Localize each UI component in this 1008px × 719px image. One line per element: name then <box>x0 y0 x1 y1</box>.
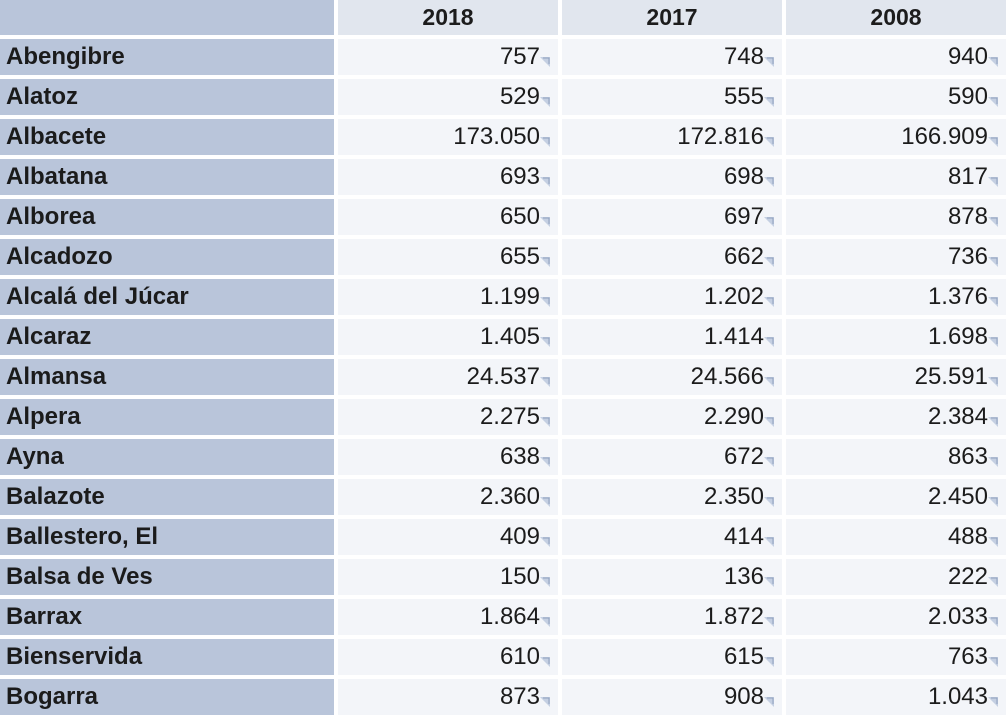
cell-value: 736 <box>947 243 988 271</box>
value-cell <box>338 639 558 675</box>
table-row <box>0 199 1006 235</box>
row-header: Ballestero, El <box>0 519 334 555</box>
value-cell <box>338 39 558 75</box>
note-corner-icon[interactable] <box>988 46 998 56</box>
cell-value: 24.566 <box>690 363 764 391</box>
value-cell <box>562 519 782 555</box>
value-cell <box>338 399 558 435</box>
table-row <box>0 119 1006 155</box>
cell-value: 650 <box>499 203 540 231</box>
value-cell <box>786 279 1006 315</box>
value-cell <box>562 639 782 675</box>
table-row <box>0 639 1006 675</box>
note-corner-icon[interactable] <box>988 446 998 456</box>
value-cell <box>338 199 558 235</box>
value-cell <box>562 559 782 595</box>
cell-value: 638 <box>499 443 540 471</box>
cell-value: 757 <box>499 43 540 71</box>
cell-value: 555 <box>723 83 764 111</box>
column-header-0[interactable]: 2018 <box>338 0 558 35</box>
value-cell <box>338 479 558 515</box>
value-cell <box>562 319 782 355</box>
note-corner-icon[interactable] <box>764 446 774 456</box>
cell-value: 908 <box>723 683 764 711</box>
cell-value: 662 <box>723 243 764 271</box>
note-corner-icon[interactable] <box>988 126 998 136</box>
cell-value: 1.376 <box>927 283 988 311</box>
table-header <box>0 0 1006 35</box>
table-body <box>0 39 1006 715</box>
cell-value: 1.202 <box>703 283 764 311</box>
value-cell <box>786 319 1006 355</box>
cell-value: 655 <box>499 243 540 271</box>
note-corner-icon[interactable] <box>540 86 550 96</box>
cell-value: 2.275 <box>479 403 540 431</box>
row-header: Bienservida <box>0 639 334 675</box>
cell-value: 940 <box>947 43 988 71</box>
note-corner-icon[interactable] <box>540 286 550 296</box>
header-row <box>0 0 1006 35</box>
cell-value: 672 <box>723 443 764 471</box>
cell-value: 1.199 <box>479 283 540 311</box>
value-cell <box>338 559 558 595</box>
value-cell <box>562 159 782 195</box>
cell-value: 173.050 <box>453 123 540 151</box>
table-row <box>0 159 1006 195</box>
note-corner-icon[interactable] <box>540 606 550 616</box>
note-corner-icon[interactable] <box>540 486 550 496</box>
cell-value: 2.033 <box>927 603 988 631</box>
value-cell <box>562 79 782 115</box>
note-corner-icon[interactable] <box>764 486 774 496</box>
value-cell <box>338 359 558 395</box>
note-corner-icon[interactable] <box>540 646 550 656</box>
cell-value: 2.450 <box>927 483 988 511</box>
value-cell <box>338 679 558 715</box>
value-cell <box>786 39 1006 75</box>
table-row <box>0 479 1006 515</box>
cell-value: 590 <box>947 83 988 111</box>
value-cell <box>786 479 1006 515</box>
table-row <box>0 559 1006 595</box>
cell-value: 1.872 <box>703 603 764 631</box>
cell-value: 1.405 <box>479 323 540 351</box>
value-cell <box>338 159 558 195</box>
value-cell <box>786 679 1006 715</box>
cell-value: 136 <box>723 563 764 591</box>
value-cell <box>786 359 1006 395</box>
table-row <box>0 39 1006 75</box>
note-corner-icon[interactable] <box>988 206 998 216</box>
note-corner-icon[interactable] <box>988 606 998 616</box>
value-cell <box>562 479 782 515</box>
value-cell <box>786 239 1006 275</box>
cell-value: 1.864 <box>479 603 540 631</box>
note-corner-icon[interactable] <box>988 566 998 576</box>
column-header-2[interactable]: 2008 <box>786 0 1006 35</box>
cell-value: 2.350 <box>703 483 764 511</box>
note-corner-icon[interactable] <box>988 246 998 256</box>
note-corner-icon[interactable] <box>988 166 998 176</box>
cell-value: 2.384 <box>927 403 988 431</box>
note-corner-icon[interactable] <box>540 686 550 696</box>
note-corner-icon[interactable] <box>988 286 998 296</box>
value-cell <box>338 439 558 475</box>
note-corner-icon[interactable] <box>988 646 998 656</box>
row-header: Bogarra <box>0 679 334 715</box>
note-corner-icon[interactable] <box>540 406 550 416</box>
table-row <box>0 319 1006 355</box>
note-corner-icon[interactable] <box>764 86 774 96</box>
row-header: Balazote <box>0 479 334 515</box>
note-corner-icon[interactable] <box>988 406 998 416</box>
value-cell <box>338 319 558 355</box>
table-row <box>0 519 1006 555</box>
value-cell <box>562 399 782 435</box>
note-corner-icon[interactable] <box>540 326 550 336</box>
value-cell <box>562 239 782 275</box>
note-corner-icon[interactable] <box>764 366 774 376</box>
cell-value: 693 <box>499 163 540 191</box>
value-cell <box>786 599 1006 635</box>
value-cell <box>562 199 782 235</box>
cell-value: 172.816 <box>677 123 764 151</box>
row-header: Balsa de Ves <box>0 559 334 595</box>
corner-cell <box>0 0 334 35</box>
row-header: Ayna <box>0 439 334 475</box>
cell-value: 166.909 <box>901 123 988 151</box>
cell-value: 863 <box>947 443 988 471</box>
row-header: Albatana <box>0 159 334 195</box>
value-cell <box>338 239 558 275</box>
note-corner-icon[interactable] <box>540 446 550 456</box>
value-cell <box>786 119 1006 155</box>
cell-value: 1.698 <box>927 323 988 351</box>
row-header: Alcaraz <box>0 319 334 355</box>
cell-value: 150 <box>499 563 540 591</box>
note-corner-icon[interactable] <box>764 326 774 336</box>
cell-value: 488 <box>947 523 988 551</box>
note-corner-icon[interactable] <box>540 526 550 536</box>
value-cell <box>338 79 558 115</box>
cell-value: 748 <box>723 43 764 71</box>
cell-value: 2.360 <box>479 483 540 511</box>
note-corner-icon[interactable] <box>988 86 998 96</box>
cell-value: 1.043 <box>927 683 988 711</box>
note-corner-icon[interactable] <box>764 126 774 136</box>
note-corner-icon[interactable] <box>540 246 550 256</box>
value-cell <box>786 79 1006 115</box>
note-corner-icon[interactable] <box>764 406 774 416</box>
note-corner-icon[interactable] <box>764 286 774 296</box>
cell-value: 873 <box>499 683 540 711</box>
note-corner-icon[interactable] <box>764 166 774 176</box>
note-corner-icon[interactable] <box>540 566 550 576</box>
cell-value: 817 <box>947 163 988 191</box>
row-header: Alatoz <box>0 79 334 115</box>
value-cell <box>562 599 782 635</box>
note-corner-icon[interactable] <box>540 166 550 176</box>
value-cell <box>562 439 782 475</box>
row-header: Abengibre <box>0 39 334 75</box>
note-corner-icon[interactable] <box>988 486 998 496</box>
note-corner-icon[interactable] <box>764 566 774 576</box>
value-cell <box>338 519 558 555</box>
value-cell <box>338 599 558 635</box>
cell-value: 697 <box>723 203 764 231</box>
cell-value: 698 <box>723 163 764 191</box>
row-header: Alpera <box>0 399 334 435</box>
row-header: Albacete <box>0 119 334 155</box>
value-cell <box>786 159 1006 195</box>
value-cell <box>338 119 558 155</box>
row-header: Barrax <box>0 599 334 635</box>
cell-value: 610 <box>499 643 540 671</box>
table-row <box>0 279 1006 315</box>
value-cell <box>562 279 782 315</box>
table-row <box>0 439 1006 475</box>
note-corner-icon[interactable] <box>764 206 774 216</box>
note-corner-icon[interactable] <box>764 686 774 696</box>
cell-value: 1.414 <box>703 323 764 351</box>
cell-value: 409 <box>499 523 540 551</box>
cell-value: 24.537 <box>466 363 540 391</box>
note-corner-icon[interactable] <box>540 366 550 376</box>
cell-value: 878 <box>947 203 988 231</box>
table-row <box>0 599 1006 635</box>
value-cell <box>786 399 1006 435</box>
row-header: Almansa <box>0 359 334 395</box>
cell-value: 2.290 <box>703 403 764 431</box>
note-corner-icon[interactable] <box>988 686 998 696</box>
value-cell <box>786 199 1006 235</box>
column-header-1[interactable]: 2017 <box>562 0 782 35</box>
note-corner-icon[interactable] <box>764 606 774 616</box>
value-cell <box>786 439 1006 475</box>
table-row <box>0 359 1006 395</box>
note-corner-icon[interactable] <box>540 206 550 216</box>
note-corner-icon[interactable] <box>988 366 998 376</box>
cell-value: 414 <box>723 523 764 551</box>
table-row <box>0 239 1006 275</box>
note-corner-icon[interactable] <box>764 246 774 256</box>
note-corner-icon[interactable] <box>988 526 998 536</box>
value-cell <box>786 639 1006 675</box>
value-cell <box>786 559 1006 595</box>
note-corner-icon[interactable] <box>988 326 998 336</box>
note-corner-icon[interactable] <box>540 126 550 136</box>
table-row <box>0 399 1006 435</box>
note-corner-icon[interactable] <box>764 46 774 56</box>
note-corner-icon[interactable] <box>540 46 550 56</box>
cell-value: 25.591 <box>914 363 988 391</box>
row-header: Alcalá del Júcar <box>0 279 334 315</box>
cell-value: 763 <box>947 643 988 671</box>
note-corner-icon[interactable] <box>764 646 774 656</box>
cell-value: 615 <box>723 643 764 671</box>
value-cell <box>338 279 558 315</box>
value-cell <box>562 359 782 395</box>
note-corner-icon[interactable] <box>764 526 774 536</box>
cell-value: 529 <box>499 83 540 111</box>
row-header: Alborea <box>0 199 334 235</box>
value-cell <box>562 119 782 155</box>
value-cell <box>562 39 782 75</box>
table-row <box>0 79 1006 115</box>
cell-value: 222 <box>947 563 988 591</box>
value-cell <box>562 679 782 715</box>
value-cell <box>786 519 1006 555</box>
table-row <box>0 679 1006 715</box>
row-header: Alcadozo <box>0 239 334 275</box>
